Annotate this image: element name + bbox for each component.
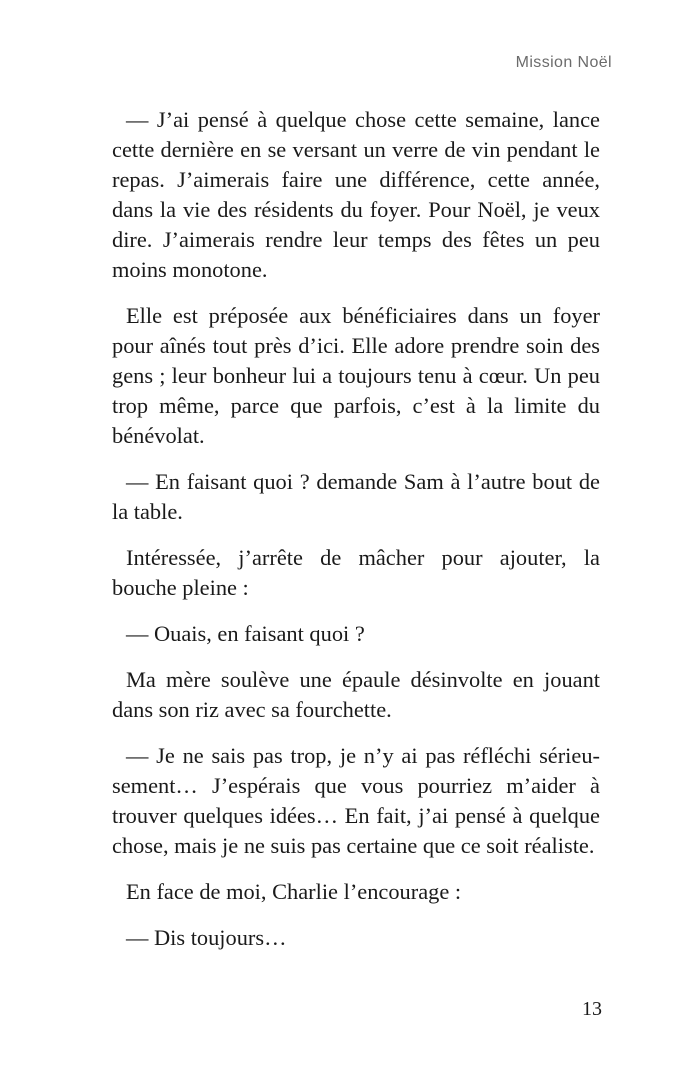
- paragraph: — En faisant quoi ? demande Sam à l’autre bout de la table.: [112, 469, 600, 524]
- paragraph: En face de moi, Charlie l’encourage :: [126, 879, 462, 904]
- paragraph: — Dis toujours…: [126, 925, 287, 950]
- paragraph: — Ouais, en faisant quoi ?: [126, 621, 365, 646]
- paragraph: Elle est préposée aux bénéficiaires dans un foyer pour aînés tout près d’ici. Elle adore prendre soin des gens ; leur bonheur lui a toujours tenu à cœur. Un peu trop même, parce que parfois, c’est à la limite du bénévolat.: [112, 303, 600, 448]
- paragraph: — Je ne sais pas trop, je n’y ai pas réfléchi sérieusement… J’espérais que vous pourriez m’aider à trouver quelques idées… En fait, j’ai pensé à quelque chose, mais je ne suis pas certaine que ce soit réaliste.: [112, 743, 600, 858]
- paragraph: Intéressée, j’arrête de mâcher pour ajouter, la bouche pleine :: [112, 545, 600, 600]
- paragraph: Ma mère soulève une épaule désinvolte en jouant dans son riz avec sa fourchette.: [112, 667, 600, 722]
- page-body: [112, 105, 600, 969]
- page-number: 13: [582, 998, 602, 1020]
- paragraph: — J’ai pensé à quelque chose cette semaine, lance cette dernière en se versant un verre de vin pendant le repas. J’aimerais faire une différence, cette année, dans la vie des résidents du foyer. Pour Noël, je veux dire. J’aimerais rendre leur temps des fêtes un peu moins monotone.: [112, 107, 600, 282]
- running-header-title: Mission Noël: [515, 54, 612, 71]
